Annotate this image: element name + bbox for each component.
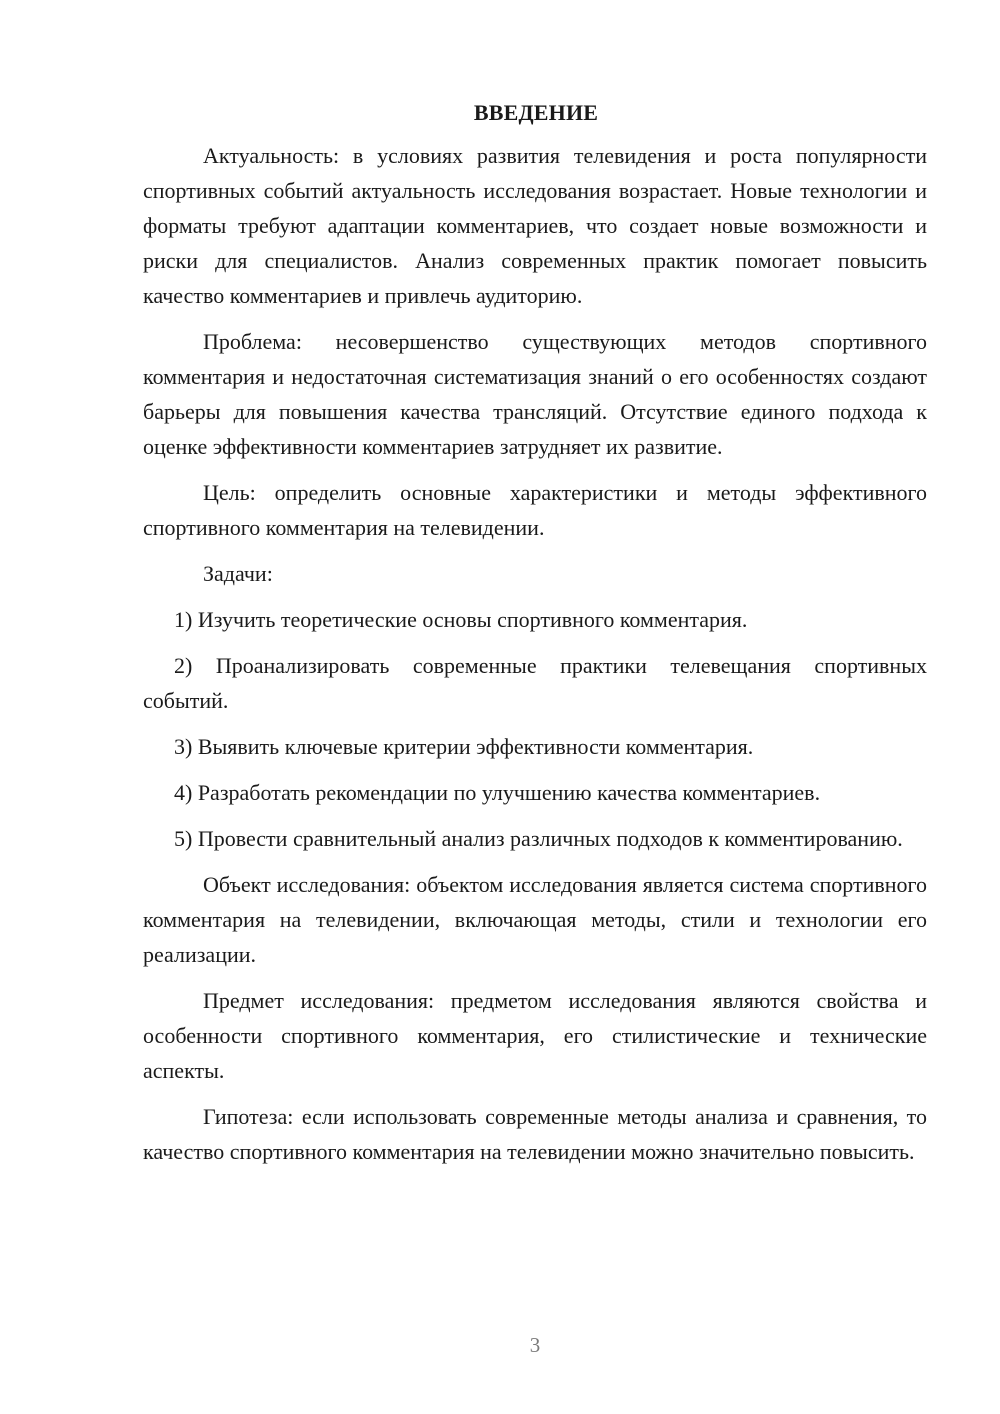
- page-content: [143, 95, 927, 1180]
- tasks-label: Задачи:: [203, 561, 273, 586]
- task-item-2: 2) Проанализировать современные практики телевещания спортивных событий.: [143, 653, 927, 713]
- problem-paragraph: Проблема: несовершенство существующих методов спортивного комментария и недостаточная систематизация знаний о его особенностях создают барьеры для повышения качества трансляций. Отсутствие единого подхода к оценке эффективности комментариев затрудняет их развитие.: [143, 329, 927, 459]
- task-item-1: 1) Изучить теоретические основы спортивного комментария.: [174, 607, 748, 632]
- page-number: 3: [529, 1333, 541, 1357]
- subject-paragraph: Предмет исследования: предметом исследования являются свойства и особенности спортивного комментария, его стилистические и технические аспекты.: [143, 988, 927, 1083]
- goal-paragraph: Цель: определить основные характеристики и методы эффективного спортивного комментария на телевидении.: [143, 480, 927, 540]
- task-item-3: 3) Выявить ключевые критерии эффективности комментария.: [174, 734, 754, 759]
- section-heading: ВВЕДЕНИЕ: [473, 100, 599, 125]
- task-item-4: 4) Разработать рекомендации по улучшению качества комментариев.: [174, 780, 821, 805]
- task-item-5: 5) Провести сравнительный анализ различных подходов к комментированию.: [174, 826, 903, 851]
- hypothesis-paragraph: Гипотеза: если использовать современные методы анализа и сравнения, то качество спортивного комментария на телевидении можно значительно повысить.: [143, 1104, 927, 1164]
- object-paragraph: Объект исследования: объектом исследования является система спортивного комментария на телевидении, включающая методы, стили и технологии его реализации.: [143, 872, 927, 967]
- relevance-paragraph: Актуальность: в условиях развития телевидения и роста популярности спортивных событий актуальность исследования возрастает. Новые технологии и форматы требуют адаптации комментариев, что создает новые возможности и риски для специалистов. Анализ современных практик помогает повысить качество комментариев и привлечь аудиторию.: [143, 143, 927, 308]
